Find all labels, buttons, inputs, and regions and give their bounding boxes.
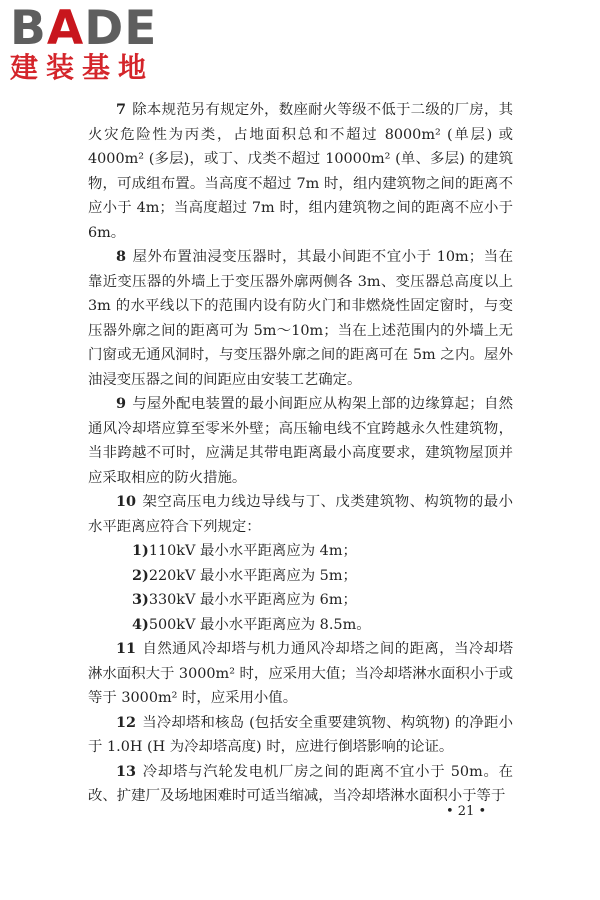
logo-subtitle: 建装基地 [10,51,155,84]
list-item: 4)500kV 最小水平距离应为 8.5m。 [132,615,371,633]
clause-9: 9 与屋外配电装置的最小间距应从构架上部的边缘算起；自然通风冷却塔应算至零米外壁；高压输电线不宜跨越永久性建筑物，当非跨越不可时，应满足其带电距离最小高度要求，建筑物屋顶并应采取相应的防火措施。 [88,395,513,486]
clause-12: 12 当冷却塔和核岛 (包括安全重要建筑物、构筑物) 的净距小于 1.0H (H 为冷却塔高度) 时，应进行倒塔影响的论证。 [88,713,513,755]
brand-logo [10,1,180,84]
page-number: • 21 • [446,804,487,819]
document-body [88,98,513,809]
clause-13: 13 冷却塔与汽轮发电机厂房之间的距离不宜小于 50m。在改、扩建厂及场地困难时可适当缩减，当冷却塔淋水面积小于等于 [88,762,513,804]
clause-7: 7 除本规范另有规定外，数座耐火等级不低于二级的厂房，其火灾危险性为丙类，占地面积总和不超过 8000m² (单层) 或 4000m² (多层)，或丁、戊类不超过 10000m² (单、多层) 的建筑物，可成组布置。当高度不超过 7m 时，组内建筑物之间的距离不应小于 4m；当高度超过 7m 时，组内建筑物之间的距离不应小于 6m。 [88,101,513,241]
list-item: 1)110kV 最小水平距离应为 4m； [132,542,357,559]
list-item: 3)330kV 最小水平距离应为 6m； [132,591,357,608]
list-item: 2)220kV 最小水平距离应为 5m； [132,566,357,584]
clause-11: 11 自然通风冷却塔与机力通风冷却塔之间的距离，当冷却塔淋水面积大于 3000m² 时，应采用大值；当冷却塔淋水面积小于或等于 3000m² 时，应采用小值。 [88,640,513,706]
clause-8: 8 屋外布置油浸变压器时，其最小间距不宜小于 10m；当在靠近变压器的外墙上于变压器外廓两侧各 3m、变压器总高度以上 3m 的水平线以下的范围内设有防火门和非燃烧性固定窗时，与变压器外廓之间的距离可为 5m～10m；当在上述范围内的外墙上无门窗或无通风洞时，与变压器外廓之间的距离可在 5m 之内。屋外油浸变压器之间的间距应由安装工艺确定。 [88,248,513,388]
logo-wordmark: BADE [10,1,158,56]
clause-10: 10 架空高压电力线边导线与丁、戊类建筑物、构筑物的最小水平距离应符合下列规定： [88,493,513,535]
